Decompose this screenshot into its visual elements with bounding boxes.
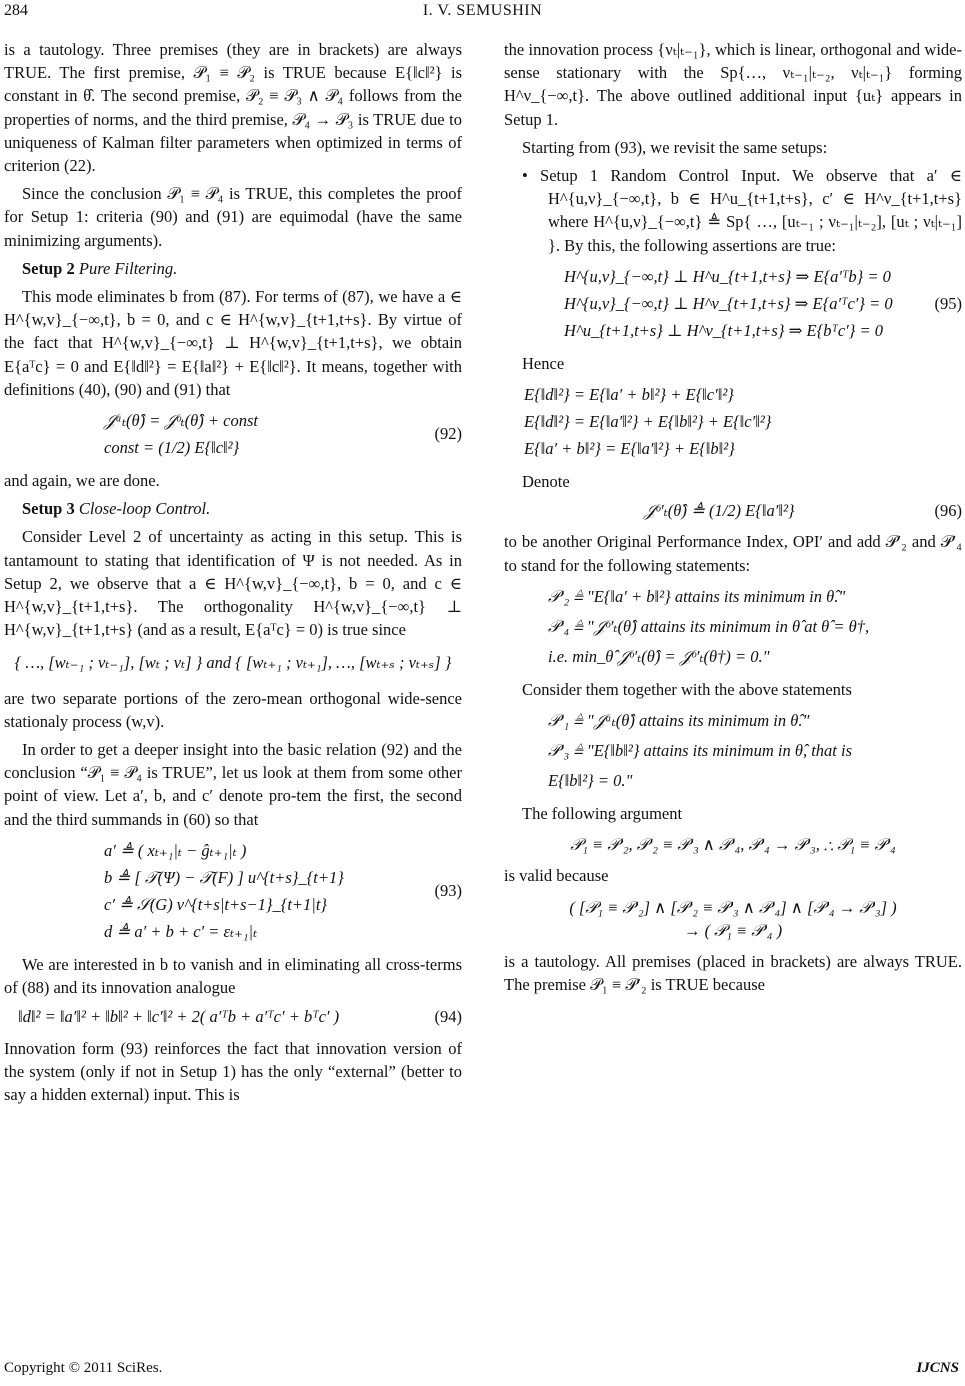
paragraph: Starting from (93), we revisit the same setups:: [522, 137, 828, 157]
tautology-line: ( [𝒫₁ ≡ 𝒫′₂] ∧ [𝒫′₂ ≡ 𝒫′₃ ∧ 𝒫′₄] ∧ [𝒫′₄ → 𝒫′₃] ): [569, 897, 897, 917]
equation-93: [4, 837, 462, 945]
equation-line: b ≜ [ 𝒯(Ψ) − 𝒯(F) ] u^{t+s}_{t+1}: [104, 867, 344, 887]
page-footer: [0, 1360, 965, 1384]
statement: i.e. min_θ̂ 𝒥ᵒ′ₜ(θ̂) = 𝒥ᵒ′ₜ(θ†) = 0.": [548, 646, 770, 666]
equation-line: d ≜ a′ + b + c′ = εₜ₊₁|ₜ: [104, 921, 258, 941]
equation-vectors: { …, [wₜ₋₁ ; vₜ₋₁], [wₜ ; vₜ] } and { [wₜ₊₁ ; vₜ₊₁], …, [wₜ₊ₛ ; vₜ₊ₛ] }: [14, 653, 452, 673]
paragraph: are two separate portions of the zero-mean orthogonal wide-sence stationaly process (w,v).: [4, 688, 462, 731]
statements-a: [504, 582, 962, 672]
equation-line: H^{u,ν}_{−∞,t} ⊥ H^ν_{t+1,t+s} ⇒ E{a′ᵀc′} = 0: [564, 293, 893, 313]
statement: 𝒫′₁ ≜ "𝒥ᵃₜ(θ̂) attains its minimum in θ̂.": [548, 711, 810, 731]
equation-92: [4, 407, 462, 461]
setup-2-heading: [4, 257, 462, 280]
equation-number: (93): [434, 881, 462, 901]
paragraph: is a tautology. All premises (placed in brackets) are always TRUE. The premise 𝒫₁ ≡ 𝒫′₂ is TRUE because: [504, 952, 962, 995]
equation-number: (96): [934, 501, 962, 521]
equation-line: const = (1/2) E{‖c‖²}: [104, 438, 240, 458]
paragraph: Innovation form (93) reinforces the fact that innovation version of the system (only if not in Setup 1) has the only “external” (better to say a hidden external) input. This is: [4, 1038, 462, 1104]
argument: 𝒫₁ ≡ 𝒫′₂, 𝒫′₂ ≡ 𝒫′₃ ∧ 𝒫′₄, 𝒫′₄ → 𝒫′₃, ∴ 𝒫₁ ≡ 𝒫′₄: [570, 835, 896, 855]
statement: 𝒫′₄ ≜ "𝒥ᵒ′ₜ(θ̂) attains its minimum in θ̂ at θ̂ = θ†,: [548, 616, 870, 636]
paragraph: Denote: [522, 472, 570, 492]
statement: 𝒫′₂ ≜ "E{‖a′ + b‖²} attains its minimum in θ̂.": [548, 586, 846, 606]
journal-name: IJCNS: [916, 1360, 959, 1376]
page-number: 284: [4, 2, 28, 19]
running-head: I. V. SEMUSHIN: [422, 2, 543, 19]
tautology-line: → ( 𝒫₁ ≡ 𝒫′₄ ): [683, 920, 783, 940]
setup-1-bullet: • Setup 1 Random Control Input. We observe that a′ ∈ H^{u,ν}_{−∞,t}, b ∈ H^u_{t+1,t+s}, c′ ∈ H^ν_{t+1,t+s} where H^{u,ν}_{−∞,t} ≜ Sp{ …, [uₜ₋₁ ; νₜ₋₁|ₜ₋₂], [uₜ ; νₜ|ₜ₋₁] }. By this, the following assertions are true:: [522, 166, 962, 255]
equation-94: [4, 1005, 462, 1028]
statement: 𝒫′₃ ≜ "E{‖b‖²} attains its minimum in θ̂, that is: [548, 741, 853, 761]
page-header: [0, 0, 965, 26]
setup-label: Setup 3: [22, 499, 75, 519]
paragraph: and again, we are done.: [4, 471, 160, 491]
right-column: [504, 38, 962, 1001]
setup-title: Pure Filtering.: [78, 258, 178, 278]
paragraph: is a tautology. Three premises (they are in brackets) are always TRUE. The first premise, 𝒫₁ ≡ 𝒫₂ is TRUE because E{‖c‖²} is constant in θ̂. The second premise, 𝒫₂ ≡ 𝒫₃ ∧ 𝒫₄ follows from the properties of norms, and the third premise, 𝒫₄ → 𝒫₃ is TRUE due to uniqueness of Kalman filter parameters when optimized in terms of criterion (22).: [4, 40, 462, 176]
paragraph: Since the conclusion 𝒫₁ ≡ 𝒫₄ is TRUE, this completes the proof for Setup 1: criteria (90) and (91) are equimodal (have the same minimizing arguments).: [4, 184, 462, 250]
equation-hence: [504, 381, 962, 462]
paragraph: Consider them together with the above statements: [522, 679, 852, 699]
paragraph: is valid because: [504, 866, 609, 886]
equation-number: (95): [934, 293, 962, 313]
equation-line: E{‖d‖²} = E{‖a′ + b‖²} + E{‖c′‖²}: [524, 385, 734, 405]
paragraph: The following argument: [522, 804, 683, 824]
equation-line: c′ ≜ 𝒮(G) ν^{t+s|t+s−1}_{t+1|t}: [104, 894, 328, 914]
paragraph: the innovation process {νₜ|ₜ₋₁}, which is linear, orthogonal and wide-sense stationary with the Sp{…, νₜ₋₁|ₜ₋₂, νₜ|ₜ₋₁} forming H^ν_{−∞,t}. The above outlined additional input {uₜ} appears in Setup 1.: [504, 40, 962, 129]
paragraph: In order to get a deeper insight into the basic relation (92) and the conclusion “𝒫₁ ≡ 𝒫₄ is TRUE”, let us look at them from some other point of view. Let a′, b, and c′ denote pro-tem the first, the second and the third summands in (60) so that: [4, 740, 462, 829]
equation-96: [504, 499, 962, 522]
equation-line: E{‖d‖²} = E{‖a′‖²} + E{‖b‖²} + E{‖c′‖²}: [524, 412, 772, 432]
paragraph: We are interested in b to vanish and in eliminating all cross-terms of (88) and its innovation analogue: [4, 954, 462, 998]
equation-number: (92): [434, 424, 462, 444]
statements-b: [504, 706, 962, 796]
left-column: [4, 38, 462, 1111]
setup-label: Setup 2: [22, 258, 75, 278]
copyright: Copyright © 2011 SciRes.: [4, 1360, 163, 1376]
paragraph: Hence: [522, 353, 565, 373]
equation-line: E{‖a′ + b‖²} = E{‖a′‖²} + E{‖b‖²}: [524, 439, 735, 459]
equation-line: 𝒥ᵒ′ₜ(θ̂) ≜ (1/2) E{‖a′‖²}: [644, 501, 795, 521]
equation-95: [504, 263, 962, 344]
paragraph: Consider Level 2 of uncertainty as acting in this setup. This is tantamount to stating that identification of Ψ is not needed. As in Setup 2, we observe that a ∈ H^{w,v}_{−∞,t}, b = 0, and c ∈ H^{w,v}_{t+1,t+s}. The orthogonality H^{w,v}_{−∞,t} ⊥ H^{w,v}_{t+1,t+s} (and as a result, E{aᵀc} = 0) is true since: [4, 527, 462, 640]
paragraph: to be another Original Performance Index, OPI′ and add 𝒫′₂ and 𝒫′₄ to stand for the following statements:: [504, 532, 962, 575]
equation-line: 𝒥ᵃₜ(θ̂) = 𝒥ᵒₜ(θ̂) + const: [104, 411, 258, 431]
equation-line: H^u_{t+1,t+s} ⊥ H^ν_{t+1,t+s} ⇒ E{bᵀc′} = 0: [564, 320, 883, 340]
equation-line: H^{u,ν}_{−∞,t} ⊥ H^u_{t+1,t+s} ⇒ E{a′ᵀb} = 0: [564, 266, 891, 286]
equation-line: ‖d‖² = ‖a′‖² + ‖b‖² + ‖c′‖² + 2( a′ᵀb + a′ᵀc′ + bᵀc′ ): [18, 1007, 340, 1027]
statement: E{‖b‖²} = 0.": [548, 771, 633, 791]
equation-number: (94): [434, 1007, 462, 1027]
setup-3-heading: [4, 497, 462, 520]
equation-line: a′ ≜ ( xₜ₊₁|ₜ − ĝₜ₊₁|ₜ ): [104, 840, 247, 860]
paragraph: This mode eliminates b from (87). For terms of (87), we have a ∈ H^{w,v}_{−∞,t}, b = 0, and c ∈ H^{w,v}_{t+1,t+s}. By virtue of the fact that H^{w,v}_{−∞,t} ⊥ H^{w,v}_{t+1,t+s}, we obtain E{aᵀc} = 0 and E{‖d‖²} = E{‖a‖²} + E{‖c‖²}. It means, together with definitions (40), (90) and (91) that: [4, 287, 462, 399]
setup-title: Close-loop Control.: [78, 499, 211, 519]
